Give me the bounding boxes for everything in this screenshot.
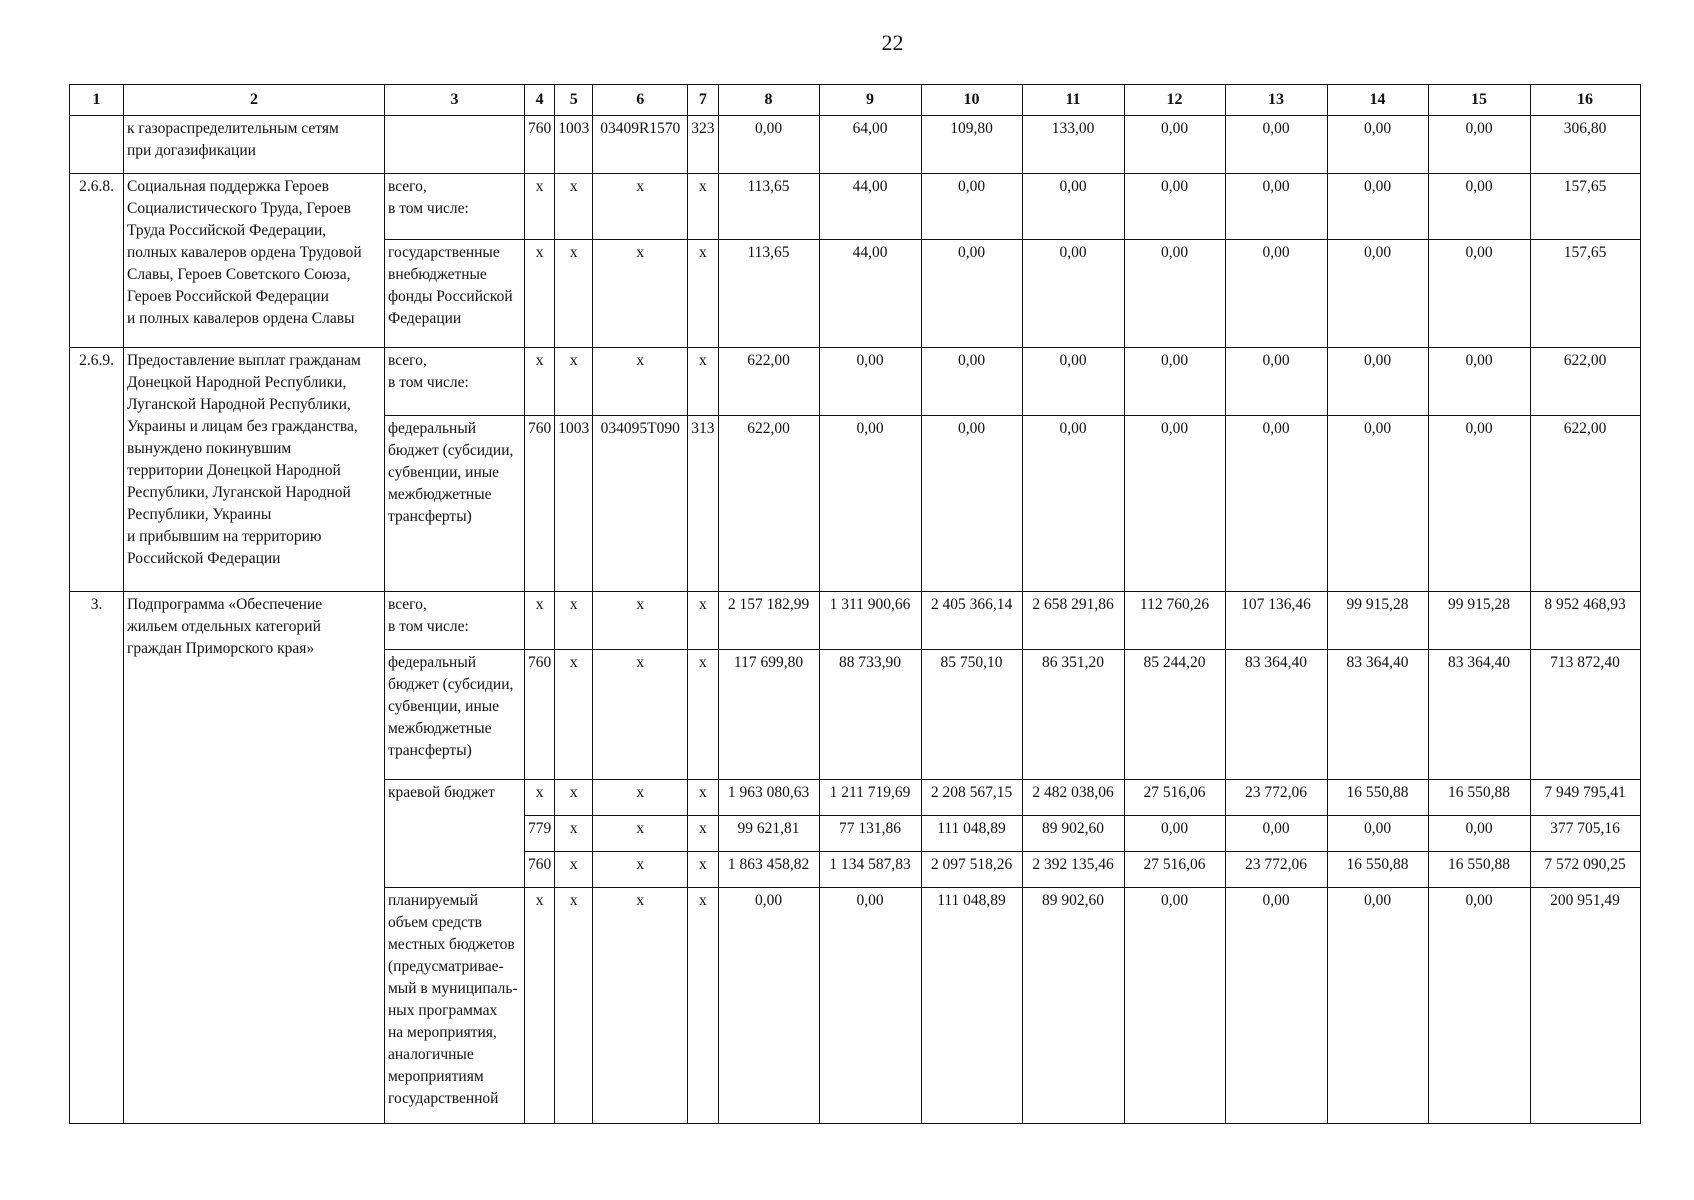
funding-source-line: в том числе: xyxy=(388,374,469,391)
header-cell: 4 xyxy=(525,85,555,116)
value-cell: 2 157 182,99 xyxy=(718,592,819,650)
value-cell: 7 949 795,41 xyxy=(1530,780,1640,816)
value-cell: 16 550,88 xyxy=(1327,852,1428,888)
funding-source-line: всего, xyxy=(388,352,427,369)
funding-source-line: трансферты) xyxy=(388,508,472,525)
value-cell: 1 134 587,83 xyxy=(819,852,921,888)
value-cell: 0,00 xyxy=(718,888,819,1124)
header-cell: 13 xyxy=(1225,85,1327,116)
funding-source xyxy=(385,348,525,416)
measure-name-line: Предоставление выплат гражданам xyxy=(127,352,361,369)
value-cell: 99 621,81 xyxy=(718,816,819,852)
funding-source-line: федеральный xyxy=(388,654,477,671)
header-cell: 10 xyxy=(921,85,1022,116)
value-cell: 622,00 xyxy=(718,416,819,592)
code-grbs: 779 xyxy=(525,816,555,852)
funding-source-line: всего, xyxy=(388,178,427,195)
header-cell: 5 xyxy=(555,85,593,116)
row-number xyxy=(70,116,124,174)
funding-source-line: государственной xyxy=(388,1090,499,1107)
value-cell: 200 951,49 xyxy=(1530,888,1640,1124)
value-cell: 157,65 xyxy=(1530,174,1640,240)
funding-source-line: ных программах xyxy=(388,1002,498,1019)
value-cell: 0,00 xyxy=(1225,816,1327,852)
measure-name-line: и прибывшим на территорию xyxy=(127,528,322,545)
value-cell: 0,00 xyxy=(1225,116,1327,174)
funding-source-line: государственные xyxy=(388,244,500,261)
value-cell: 0,00 xyxy=(1225,888,1327,1124)
code-target: x xyxy=(593,348,688,416)
code-target: x xyxy=(593,240,688,348)
value-cell: 111 048,89 xyxy=(921,816,1022,852)
value-cell: 0,00 xyxy=(1124,116,1225,174)
value-cell: 0,00 xyxy=(1124,816,1225,852)
funding-source-line: внебюджетные xyxy=(388,266,487,283)
header-cell: 14 xyxy=(1327,85,1428,116)
value-cell: 107 136,46 xyxy=(1225,592,1327,650)
value-cell: 77 131,86 xyxy=(819,816,921,852)
value-cell: 1 963 080,63 xyxy=(718,780,819,816)
measure-name-line: Донецкой Народной Республики, xyxy=(127,374,347,391)
value-cell: 44,00 xyxy=(819,174,921,240)
code-grbs: x xyxy=(525,888,555,1124)
measure-name-line: полных кавалеров ордена Трудовой xyxy=(127,244,362,261)
header-cell: 12 xyxy=(1124,85,1225,116)
header-cell: 1 xyxy=(70,85,124,116)
measure-name-line: Труда Российской Федерации, xyxy=(127,222,327,239)
value-cell: 44,00 xyxy=(819,240,921,348)
value-cell: 0,00 xyxy=(1225,240,1327,348)
code-target: 034095T090 xyxy=(593,416,688,592)
value-cell: 133,00 xyxy=(1022,116,1124,174)
value-cell: 0,00 xyxy=(1124,416,1225,592)
value-cell: 0,00 xyxy=(1022,348,1124,416)
measure-name-line: Социалистического Труда, Героев xyxy=(127,200,351,217)
funding-source-line: трансферты) xyxy=(388,742,472,759)
value-cell: 23 772,06 xyxy=(1225,780,1327,816)
code-section: x xyxy=(555,174,593,240)
funding-source-line: фонды Российской xyxy=(388,288,513,305)
value-cell: 306,80 xyxy=(1530,116,1640,174)
funding-source-line: субвенции, иные xyxy=(388,698,500,715)
code-expense-type: x xyxy=(688,888,718,1124)
header-cell: 2 xyxy=(124,85,385,116)
value-cell: 0,00 xyxy=(921,416,1022,592)
measure-name-line: граждан Приморского края» xyxy=(127,640,315,657)
code-expense-type: 323 xyxy=(688,116,718,174)
value-cell: 713 872,40 xyxy=(1530,650,1640,780)
value-cell: 85 244,20 xyxy=(1124,650,1225,780)
funding-source-line: (предусматривае- xyxy=(388,958,504,975)
value-cell: 27 516,06 xyxy=(1124,780,1225,816)
value-cell: 2 405 366,14 xyxy=(921,592,1022,650)
value-cell: 99 915,28 xyxy=(1327,592,1428,650)
value-cell: 23 772,06 xyxy=(1225,852,1327,888)
code-target: x xyxy=(593,780,688,816)
value-cell: 64,00 xyxy=(819,116,921,174)
value-cell: 16 550,88 xyxy=(1327,780,1428,816)
value-cell: 89 902,60 xyxy=(1022,816,1124,852)
code-expense-type: x xyxy=(688,592,718,650)
measure-name xyxy=(124,174,385,348)
code-target: x xyxy=(593,888,688,1124)
value-cell: 0,00 xyxy=(1225,348,1327,416)
funding-source-line: межбюджетные xyxy=(388,486,492,503)
funding-source-line: бюджет (субсидии, xyxy=(388,442,514,459)
code-grbs: 760 xyxy=(525,416,555,592)
measure-name xyxy=(124,592,385,1124)
funding-source xyxy=(385,416,525,592)
value-cell: 377 705,16 xyxy=(1530,816,1640,852)
value-cell: 0,00 xyxy=(1428,888,1530,1124)
value-cell: 89 902,60 xyxy=(1022,888,1124,1124)
value-cell: 83 364,40 xyxy=(1327,650,1428,780)
code-target: x xyxy=(593,816,688,852)
measure-name-line: Подпрограмма «Обеспечение xyxy=(127,596,323,613)
funding-source xyxy=(385,240,525,348)
code-expense-type: x xyxy=(688,650,718,780)
code-target: x xyxy=(593,592,688,650)
header-cell: 16 xyxy=(1530,85,1640,116)
code-expense-type: x xyxy=(688,816,718,852)
page-number: 22 xyxy=(881,30,904,55)
value-cell: 2 208 567,15 xyxy=(921,780,1022,816)
measure-name-line: Республики, Украины xyxy=(127,506,272,523)
measure-name-line: Украины и лицам без гражданства, xyxy=(127,418,358,435)
code-section: x xyxy=(555,592,593,650)
measure-name-line: Луганской Народной Республики, xyxy=(127,396,351,413)
value-cell: 1 211 719,69 xyxy=(819,780,921,816)
code-grbs: x xyxy=(525,174,555,240)
code-section: x xyxy=(555,348,593,416)
header-cell: 8 xyxy=(718,85,819,116)
value-cell: 0,00 xyxy=(1124,348,1225,416)
measure-name-line: Героев Российской Федерации xyxy=(127,288,329,305)
header-cell: 7 xyxy=(688,85,718,116)
value-cell: 622,00 xyxy=(718,348,819,416)
value-cell: 0,00 xyxy=(1124,174,1225,240)
header-cell: 3 xyxy=(385,85,525,116)
value-cell: 7 572 090,25 xyxy=(1530,852,1640,888)
code-section: x xyxy=(555,650,593,780)
funding-source-line: аналогичные xyxy=(388,1046,474,1063)
code-expense-type: x xyxy=(688,348,718,416)
funding-source xyxy=(385,116,525,174)
code-section: 1003 xyxy=(555,416,593,592)
code-section: x xyxy=(555,852,593,888)
value-cell: 113,65 xyxy=(718,174,819,240)
value-cell: 0,00 xyxy=(1327,888,1428,1124)
funding-source-line: объем средств xyxy=(388,914,482,931)
value-cell: 0,00 xyxy=(1428,240,1530,348)
funding-source xyxy=(385,174,525,240)
code-section: 1003 xyxy=(555,116,593,174)
code-grbs: x xyxy=(525,348,555,416)
funding-source-line: планируемый xyxy=(388,892,478,909)
funding-source-line: межбюджетные xyxy=(388,720,492,737)
measure-name-line: и полных кавалеров ордена Славы xyxy=(127,310,355,327)
measure-name-line: к газораспределительным сетям xyxy=(127,120,339,137)
budget-table xyxy=(69,84,1641,1124)
code-section: x xyxy=(555,240,593,348)
funding-source-line: всего, xyxy=(388,596,427,613)
row-number: 3. xyxy=(70,592,124,1124)
value-cell: 0,00 xyxy=(1124,240,1225,348)
code-grbs: 760 xyxy=(525,650,555,780)
value-cell: 83 364,40 xyxy=(1225,650,1327,780)
measure-name-line: территории Донецкой Народной xyxy=(127,462,341,479)
funding-source-line: мый в муниципаль- xyxy=(388,980,518,997)
code-grbs: 760 xyxy=(525,116,555,174)
value-cell: 0,00 xyxy=(1428,416,1530,592)
funding-source xyxy=(385,592,525,650)
value-cell: 0,00 xyxy=(1327,416,1428,592)
table-row xyxy=(70,592,1641,650)
value-cell: 16 550,88 xyxy=(1428,780,1530,816)
value-cell: 86 351,20 xyxy=(1022,650,1124,780)
funding-source-line: федеральный xyxy=(388,420,477,437)
table-row xyxy=(70,348,1641,416)
value-cell: 0,00 xyxy=(1022,240,1124,348)
value-cell: 0,00 xyxy=(1327,816,1428,852)
value-cell: 117 699,80 xyxy=(718,650,819,780)
funding-source-line: местных бюджетов xyxy=(388,936,515,953)
header-cell: 6 xyxy=(593,85,688,116)
code-grbs: x xyxy=(525,592,555,650)
value-cell: 85 750,10 xyxy=(921,650,1022,780)
funding-source xyxy=(385,888,525,1124)
value-cell: 0,00 xyxy=(1428,816,1530,852)
funding-source-line: в том числе: xyxy=(388,618,469,635)
funding-source xyxy=(385,780,525,888)
code-section: x xyxy=(555,816,593,852)
row-number: 2.6.8. xyxy=(70,174,124,348)
value-cell: 2 482 038,06 xyxy=(1022,780,1124,816)
code-expense-type: x xyxy=(688,780,718,816)
value-cell: 0,00 xyxy=(1327,174,1428,240)
measure-name-line: жильем отдельных категорий xyxy=(127,618,321,635)
funding-source-line: Федерации xyxy=(388,310,462,327)
value-cell: 1 311 900,66 xyxy=(819,592,921,650)
value-cell: 0,00 xyxy=(819,416,921,592)
code-target: 03409R1570 xyxy=(593,116,688,174)
value-cell: 157,65 xyxy=(1530,240,1640,348)
measure-name-line: при догазификации xyxy=(127,142,256,159)
code-grbs: x xyxy=(525,240,555,348)
value-cell: 0,00 xyxy=(1327,348,1428,416)
measure-name xyxy=(124,116,385,174)
code-expense-type: x xyxy=(688,174,718,240)
value-cell: 0,00 xyxy=(921,348,1022,416)
code-expense-type: 313 xyxy=(688,416,718,592)
header-row xyxy=(70,85,1641,116)
value-cell: 88 733,90 xyxy=(819,650,921,780)
value-cell: 0,00 xyxy=(1225,416,1327,592)
value-cell: 83 364,40 xyxy=(1428,650,1530,780)
value-cell: 622,00 xyxy=(1530,348,1640,416)
value-cell: 0,00 xyxy=(921,240,1022,348)
value-cell: 8 952 468,93 xyxy=(1530,592,1640,650)
code-grbs: 760 xyxy=(525,852,555,888)
value-cell: 112 760,26 xyxy=(1124,592,1225,650)
value-cell: 0,00 xyxy=(1124,888,1225,1124)
value-cell: 1 863 458,82 xyxy=(718,852,819,888)
value-cell: 2 658 291,86 xyxy=(1022,592,1124,650)
value-cell: 99 915,28 xyxy=(1428,592,1530,650)
code-section: x xyxy=(555,888,593,1124)
value-cell: 0,00 xyxy=(1428,116,1530,174)
code-expense-type: x xyxy=(688,852,718,888)
value-cell: 0,00 xyxy=(1022,416,1124,592)
funding-source-line: субвенции, иные xyxy=(388,464,500,481)
value-cell: 0,00 xyxy=(1327,116,1428,174)
value-cell: 2 392 135,46 xyxy=(1022,852,1124,888)
code-target: x xyxy=(593,174,688,240)
funding-source-line: в том числе: xyxy=(388,200,469,217)
header-cell: 15 xyxy=(1428,85,1530,116)
header-cell: 9 xyxy=(819,85,921,116)
header-cell: 11 xyxy=(1022,85,1124,116)
value-cell: 622,00 xyxy=(1530,416,1640,592)
measure-name-line: Славы, Героев Советского Союза, xyxy=(127,266,351,283)
funding-source-line: на мероприятия, xyxy=(388,1024,497,1041)
value-cell: 0,00 xyxy=(1428,174,1530,240)
value-cell: 0,00 xyxy=(1327,240,1428,348)
value-cell: 109,80 xyxy=(921,116,1022,174)
value-cell: 0,00 xyxy=(1225,174,1327,240)
value-cell: 0,00 xyxy=(819,348,921,416)
row-number: 2.6.9. xyxy=(70,348,124,592)
funding-source-line: бюджет (субсидии, xyxy=(388,676,514,693)
value-cell: 0,00 xyxy=(819,888,921,1124)
measure-name-line: Республики, Луганской Народной xyxy=(127,484,351,501)
code-grbs: x xyxy=(525,780,555,816)
code-expense-type: x xyxy=(688,240,718,348)
value-cell: 0,00 xyxy=(1022,174,1124,240)
measure-name xyxy=(124,348,385,592)
funding-source xyxy=(385,650,525,780)
funding-source-line: мероприятиям xyxy=(388,1068,484,1085)
measure-name-line: вынуждено покинувшим xyxy=(127,440,292,457)
value-cell: 0,00 xyxy=(718,116,819,174)
code-target: x xyxy=(593,650,688,780)
code-section: x xyxy=(555,780,593,816)
code-target: x xyxy=(593,852,688,888)
measure-name-line: Социальная поддержка Героев xyxy=(127,178,329,195)
table-row xyxy=(70,174,1641,240)
value-cell: 0,00 xyxy=(1428,348,1530,416)
funding-source-line: краевой бюджет xyxy=(388,784,495,801)
value-cell: 2 097 518,26 xyxy=(921,852,1022,888)
value-cell: 27 516,06 xyxy=(1124,852,1225,888)
value-cell: 16 550,88 xyxy=(1428,852,1530,888)
table-row xyxy=(70,116,1641,174)
value-cell: 0,00 xyxy=(921,174,1022,240)
measure-name-line: Российской Федерации xyxy=(127,550,281,567)
value-cell: 111 048,89 xyxy=(921,888,1022,1124)
value-cell: 113,65 xyxy=(718,240,819,348)
